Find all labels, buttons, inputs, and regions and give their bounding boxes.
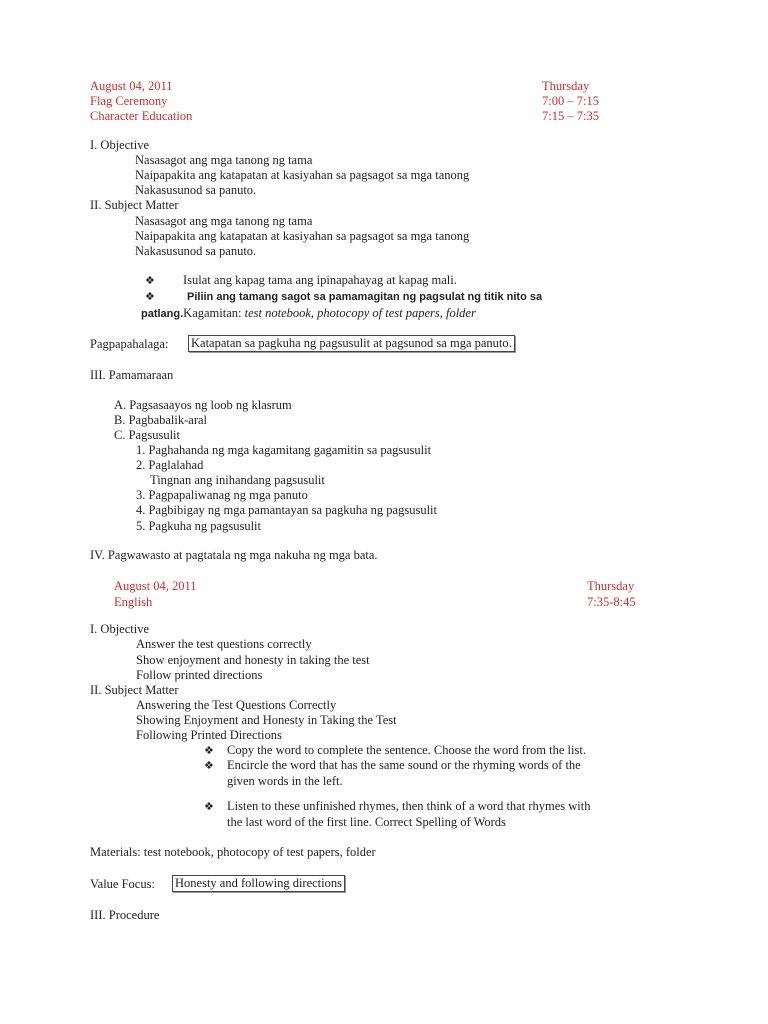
subject-item: Following Printed Directions <box>136 728 282 742</box>
date-2: August 04, 2011 <box>114 579 197 593</box>
diamond-bullet-icon: ❖ <box>145 290 155 303</box>
objective-item: Follow printed directions <box>136 668 263 682</box>
numbered-item: 2. Paglalahad <box>136 458 204 472</box>
bullet-text-continued: patlang. <box>141 308 184 320</box>
time-label: 7:35-8:45 <box>587 595 636 609</box>
schedule-row-time: 7:15 – 7:35 <box>542 109 599 123</box>
numbered-item: 3. Pagpapaliwanag ng mga panuto <box>136 488 308 502</box>
schedule-row-time: 7:00 – 7:15 <box>542 94 599 108</box>
lettered-item: A. Pagsasaayos ng loob ng klasrum <box>114 398 292 412</box>
schedule-row-label: Flag Ceremony <box>90 94 168 108</box>
bullet-text: Encircle the word that has the same sound or the rhyming words of the <box>227 758 581 772</box>
subject-item: Naipapakita ang katapatan at kasiyahan sa pagsagot sa mga tanong <box>135 229 470 243</box>
diamond-bullet-icon: ❖ <box>145 274 155 287</box>
bullet-text: Copy the word to complete the sentence. Choose the word from the list. <box>227 743 586 757</box>
day-2: Thursday <box>587 579 635 593</box>
day-1: Thursday <box>542 79 590 93</box>
value-focus-box: Honesty and following directions <box>172 875 345 892</box>
lettered-item: C. Pagsusulit <box>114 428 180 442</box>
numbered-item: 5. Pagkuha ng pagsusulit <box>136 519 261 533</box>
kagamitan-value: test notebook, photocopy of test papers, folder <box>241 306 476 320</box>
bullet-text: Piliin ang tamang sagot sa pamamagitan ng pagsulat ng titik nito sa <box>187 291 543 303</box>
lettered-item: B. Pagbabalik-aral <box>114 413 208 427</box>
pamamaraan-heading: III. Pamamaraan <box>90 368 174 382</box>
pagpapahalaga-label: Pagpapahalaga: <box>90 337 169 351</box>
pagwawasto-heading: IV. Pagwawasto at pagtatala ng mga nakuha ng mga bata. <box>90 548 378 562</box>
objective-item: Show enjoyment and honesty in taking the test <box>136 653 370 667</box>
value-focus-label: Value Focus: <box>90 877 155 891</box>
subject-matter-heading: II. Subject Matter <box>90 198 179 212</box>
pagpapahalaga-box: Katapatan sa pagkuha ng pagsusulit at pagsunod sa mga panuto. <box>188 335 515 352</box>
diamond-bullet-icon: ❖ <box>204 759 214 772</box>
objective-item: Answer the test questions correctly <box>136 637 312 651</box>
objective-heading: I. Objective <box>90 622 150 636</box>
diamond-bullet-icon: ❖ <box>204 744 214 757</box>
objective-item: Nasasagot ang mga tanong ng tama <box>135 153 313 167</box>
subject-label: English <box>114 595 153 609</box>
bullet-text-continued: the last word of the first line. Correct Spelling of Words <box>227 815 506 829</box>
subject-matter-heading: II. Subject Matter <box>90 683 179 697</box>
bullet-text: Listen to these unfinished rhymes, then think of a word that rhymes with <box>227 799 591 813</box>
subject-item: Showing Enjoyment and Honesty in Taking the Test <box>136 713 397 727</box>
bullet-text-continued: given words in the left. <box>227 774 343 788</box>
numbered-item: 1. Paghahanda ng mga kagamitang gagamitin sa pagsusulit <box>136 443 432 457</box>
subject-item: Nasasagot ang mga tanong ng tama <box>135 214 313 228</box>
procedure-heading: III. Procedure <box>90 908 160 922</box>
numbered-item: 4. Pagbibigay ng mga pamantayan sa pagkuha ng pagsusulit <box>136 503 437 517</box>
bullet-text: Isulat ang kapag tama ang ipinapahayag at kapag mali. <box>183 273 457 287</box>
subject-item: Nakasusunod sa panuto. <box>135 244 257 258</box>
diamond-bullet-icon: ❖ <box>204 800 214 813</box>
subject-item: Answering the Test Questions Correctly <box>136 698 337 712</box>
kagamitan-line <box>141 306 476 322</box>
schedule-row-label: Character Education <box>90 109 193 123</box>
objective-item: Nakasusunod sa panuto. <box>135 183 257 197</box>
kagamitan-label: Kagamitan: <box>183 306 242 320</box>
date-1: August 04, 2011 <box>90 79 173 93</box>
objective-item: Naipapakita ang katapatan at kasiyahan sa pagsagot sa mga tanong <box>135 168 470 182</box>
objective-heading: I. Objective <box>90 138 150 152</box>
numbered-subtext: Tingnan ang inihandang pagsusulit <box>150 473 325 487</box>
materials-line: Materials: test notebook, photocopy of test papers, folder <box>90 845 376 859</box>
